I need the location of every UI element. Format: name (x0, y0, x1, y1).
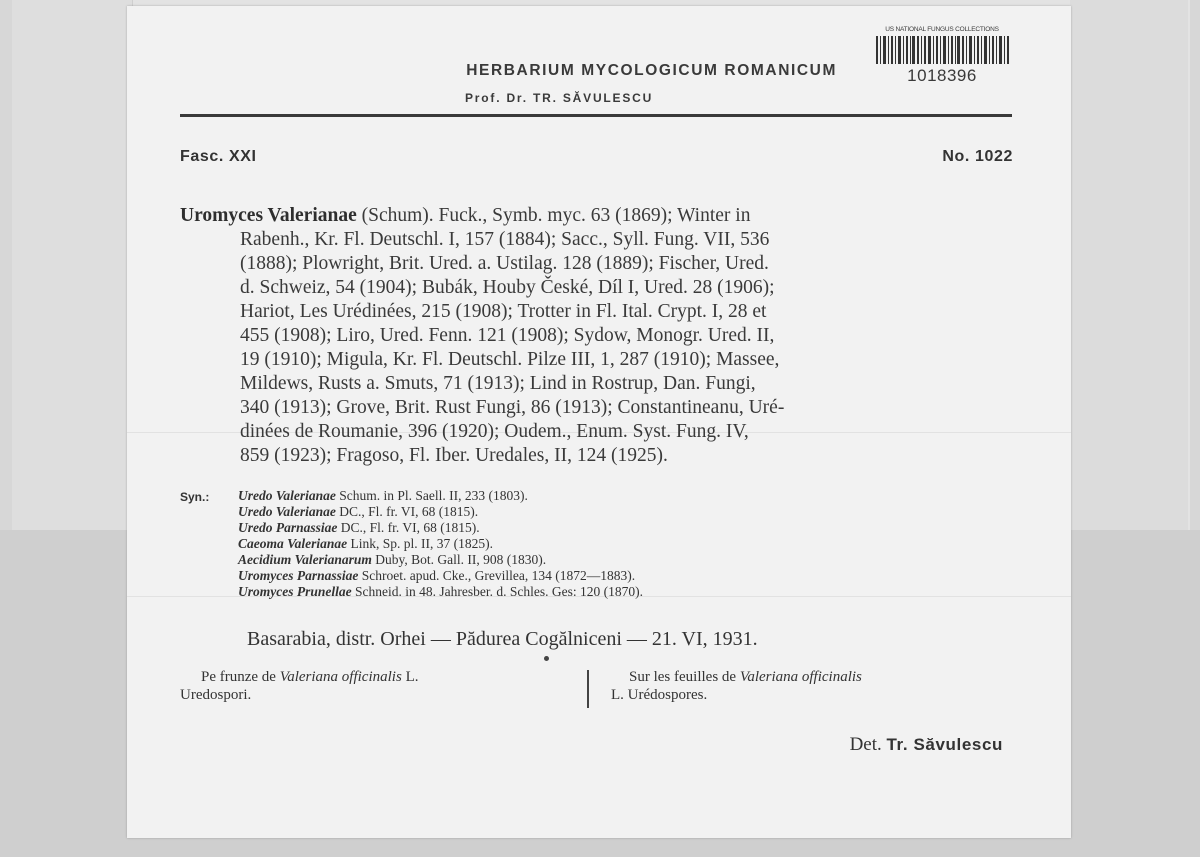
envelope-right-flap (1070, 0, 1188, 535)
herbarium-title: HERBARIUM MYCOLOGICUM ROMANICUM (466, 62, 837, 79)
synonym-item (238, 552, 546, 568)
collection-locality: Basarabia, distr. Orhei — Pădurea Cogălniceni — 21. VI, 1931. (247, 628, 758, 650)
herbarium-label (127, 6, 1071, 838)
reference-line: (1888); Plowright, Brit. Ured. a. Ustilag. 128 (1889); Fischer, Ured. (240, 253, 769, 274)
envelope-left-flap (12, 0, 133, 535)
host-fr-stage: L. Urédospores. (611, 687, 708, 703)
host-separator (587, 670, 589, 708)
synonym-name: Uredo Valerianae (238, 488, 336, 503)
reference-line: 19 (1910); Migula, Kr. Fl. Deutschl. Pilze III, 1, 287 (1910); Massee, (240, 349, 780, 370)
reference-line: dinées de Roumanie, 396 (1920); Oudem., Enum. Syst. Fung. IV, (240, 421, 749, 442)
reference-line: 859 (1923); Fragoso, Fl. Iber. Uredales, II, 124 (1925). (240, 445, 668, 466)
species-name: Uromyces Valerianae (180, 205, 357, 226)
synonym-name: Caeoma Valerianae (238, 536, 348, 551)
barcode-caption: US NATIONAL FUNGUS COLLECTIONS (885, 26, 999, 33)
header-rule (180, 114, 1012, 117)
synonym-item (238, 520, 480, 536)
specimen-number: No. 1022 (942, 148, 1013, 165)
synonym-item (238, 504, 478, 520)
synonym-name: Aecidium Valerianarum (238, 552, 372, 567)
synonym-ref: DC., Fl. fr. VI, 68 (1815). (335, 504, 479, 519)
synonym-item (238, 488, 528, 504)
synonyms-label: Syn.: (180, 490, 210, 504)
fascicle-label: Fasc. XXI (180, 148, 257, 165)
determiner-name: Tr. Săvulescu (886, 735, 1003, 754)
host-ro-prefix: Pe frunze de (201, 669, 280, 685)
barcode-image (876, 36, 1009, 64)
herbarium-subtitle: Prof. Dr. TR. SĂVULESCU (465, 91, 654, 105)
ink-dot (544, 656, 549, 661)
synonym-item (238, 568, 635, 584)
host-fr-line (611, 668, 862, 686)
host-ro-suffix: L. (401, 669, 419, 685)
reference-line: Rabenh., Kr. Fl. Deutschl. I, 157 (1884); Sacc., Syll. Fung. VII, 536 (240, 229, 770, 250)
synonym-ref: Duby, Bot. Gall. II, 908 (1830). (371, 552, 547, 567)
host-french (611, 668, 862, 704)
determiner-prefix: Det. (849, 734, 882, 755)
reference-line: 340 (1913); Grove, Brit. Rust Fungi, 86 (1913); Constantineanu, Uré- (240, 397, 785, 418)
determiner (850, 734, 1003, 756)
synonym-name: Uredo Valerianae (238, 504, 336, 519)
host-ro-plant: Valeriana officinalis (279, 669, 402, 685)
synonym-item (238, 584, 643, 600)
barcode-number: 1018396 (907, 66, 977, 85)
synonym-name: Uredo Parnassiae (238, 520, 338, 535)
host-ro-line (180, 668, 418, 686)
synonym-ref: Link, Sp. pl. II, 37 (1825). (347, 536, 494, 551)
host-ro-stage: Uredospori. (180, 687, 252, 703)
synonym-ref: Schroet. apud. Cke., Grevillea, 134 (1872—1883). (358, 568, 636, 583)
synonym-ref: Schneid. in 48. Jahresber. d. Schles. Ges: 120 (1870). (351, 584, 643, 599)
reference-line: d. Schweiz, 54 (1904); Bubák, Houby České, Díl I, Ured. 28 (1906); (240, 277, 775, 298)
reference-line: 455 (1908); Liro, Ured. Fenn. 121 (1908); Sydow, Monogr. Ured. II, (240, 325, 775, 346)
host-romanian (180, 668, 418, 704)
reference-line: Mildews, Rusts a. Smuts, 71 (1913); Lind in Rostrup, Dan. Fungi, (240, 373, 756, 394)
synonym-name: Uromyces Prunellae (238, 584, 352, 599)
reference-line: Hariot, Les Urédinées, 215 (1908); Trotter in Fl. Ital. Crypt. I, 28 et (240, 301, 767, 322)
synonym-ref: DC., Fl. fr. VI, 68 (1815). (337, 520, 480, 535)
host-fr-prefix: Sur les feuilles de (629, 669, 740, 685)
synonym-item (238, 536, 493, 552)
species-reference: (Schum). Fuck., Symb. myc. 63 (1869); Winter in (356, 205, 751, 226)
synonym-name: Uromyces Parnassiae (238, 568, 359, 583)
species-heading (180, 204, 750, 228)
synonym-ref: Schum. in Pl. Saell. II, 233 (1803). (335, 488, 528, 503)
host-fr-plant: Valeriana officinalis (739, 669, 862, 685)
